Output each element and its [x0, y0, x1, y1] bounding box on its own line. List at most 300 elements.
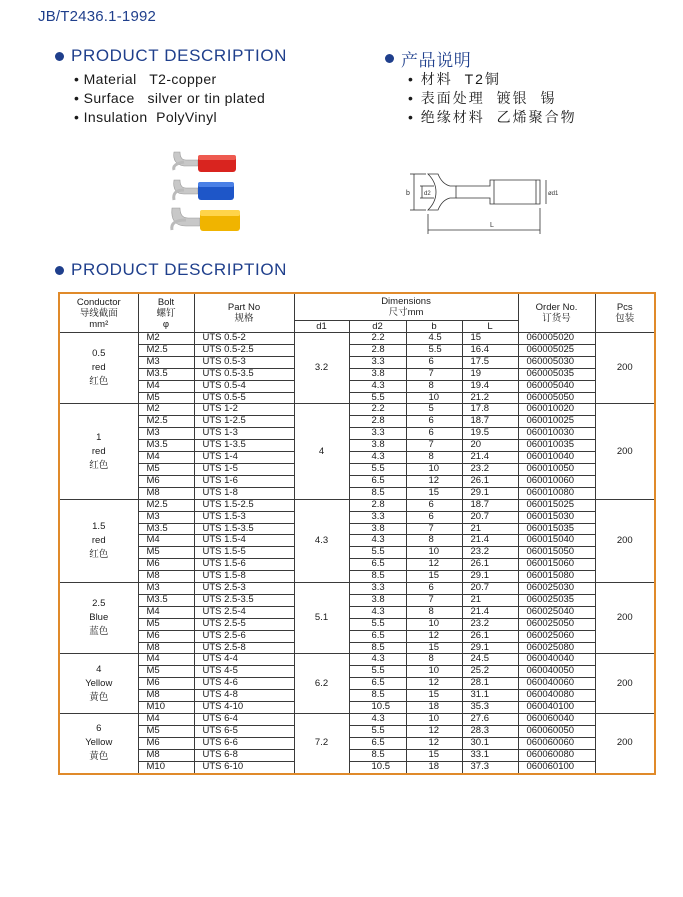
- conductor-color-cn: 蓝色: [89, 626, 109, 638]
- bolt-cell: M8: [138, 690, 194, 702]
- order-no-cell: 060025035: [518, 594, 595, 606]
- order-no-cell: 060040100: [518, 702, 595, 714]
- L-cell: 17.5: [462, 356, 518, 368]
- part-no-cell: UTS 6-10: [194, 761, 294, 773]
- table-row: [59, 535, 655, 547]
- b-cell: 12: [406, 559, 462, 571]
- conductor-color-cn: 红色: [89, 548, 109, 560]
- conductor-size: 0.5: [92, 348, 106, 360]
- d2-cell: 6.5: [349, 678, 406, 690]
- order-no-cell: 060010050: [518, 463, 595, 475]
- table-row: [59, 749, 655, 761]
- yellow-terminal: [172, 208, 240, 231]
- table-row: [59, 702, 655, 714]
- L-cell: 33.1: [462, 749, 518, 761]
- conductor-color-cn: 黄色: [89, 691, 109, 703]
- table-row: [59, 678, 655, 690]
- conductor-group: [59, 404, 138, 499]
- table-row: [59, 404, 655, 416]
- d1-cell: 5.1: [294, 583, 349, 654]
- bolt-cell: M8: [138, 642, 194, 654]
- b-cell: 6: [406, 428, 462, 440]
- d1-cell: 3.2: [294, 333, 349, 404]
- d2-cell: 6.5: [349, 475, 406, 487]
- d2-cell: 2.2: [349, 333, 406, 345]
- conductor-color-en: red: [91, 362, 106, 374]
- header-conductor: Conductor 导线截面 mm²: [59, 293, 138, 333]
- part-no-cell: UTS 1-4: [194, 452, 294, 464]
- heading-text: 产品说明: [401, 51, 472, 70]
- order-no-cell: 060010040: [518, 452, 595, 464]
- b-cell: 10: [406, 714, 462, 726]
- table-row: [59, 440, 655, 452]
- table-row: [59, 499, 655, 511]
- table-row: [59, 547, 655, 559]
- label-d2: d2: [424, 191, 431, 197]
- part-no-cell: UTS 1-2.5: [194, 416, 294, 428]
- b-cell: 18: [406, 761, 462, 773]
- pcs-cell: 200: [595, 404, 655, 499]
- part-no-cell: UTS 0.5-2: [194, 333, 294, 345]
- part-no-cell: UTS 1-5: [194, 463, 294, 475]
- table-row: [59, 368, 655, 380]
- d2-cell: 3.3: [349, 428, 406, 440]
- order-no-cell: 060005020: [518, 333, 595, 345]
- L-cell: 23.2: [462, 547, 518, 559]
- table-row: [59, 618, 655, 630]
- bolt-cell: M2.5: [138, 499, 194, 511]
- d2-cell: 8.5: [349, 487, 406, 499]
- d2-cell: 4.3: [349, 452, 406, 464]
- conductor-size: 2.5: [92, 598, 106, 610]
- d2-cell: 8.5: [349, 642, 406, 654]
- part-no-cell: UTS 6-6: [194, 737, 294, 749]
- L-cell: 26.1: [462, 559, 518, 571]
- table-row: [59, 392, 655, 404]
- part-no-cell: UTS 2.5-5: [194, 618, 294, 630]
- b-cell: 10: [406, 666, 462, 678]
- L-cell: 30.1: [462, 737, 518, 749]
- standard-title: JB/T2436.1-1992: [38, 8, 157, 25]
- L-cell: 18.7: [462, 416, 518, 428]
- blue-terminal: [174, 180, 234, 200]
- table-row: [59, 463, 655, 475]
- description-list-cn: [408, 70, 577, 127]
- b-cell: 5: [406, 404, 462, 416]
- bolt-cell: M5: [138, 666, 194, 678]
- table-row: [59, 452, 655, 464]
- pcs-cell: 200: [595, 333, 655, 404]
- part-no-cell: UTS 6-4: [194, 714, 294, 726]
- d2-cell: 8.5: [349, 749, 406, 761]
- b-cell: 7: [406, 440, 462, 452]
- b-cell: 10: [406, 463, 462, 475]
- bolt-cell: M4: [138, 606, 194, 618]
- part-no-cell: UTS 0.5-2.5: [194, 344, 294, 356]
- d2-cell: 2.8: [349, 344, 406, 356]
- table-row: [59, 654, 655, 666]
- b-cell: 6: [406, 416, 462, 428]
- desc-line: • Insulation PolyVinyl: [74, 109, 218, 125]
- L-cell: 37.3: [462, 761, 518, 773]
- d2-cell: 2.8: [349, 499, 406, 511]
- desc-line: • Surface silver or tin plated: [74, 90, 266, 106]
- conductor-color-cn: 红色: [89, 376, 109, 388]
- part-no-cell: UTS 2.5-8: [194, 642, 294, 654]
- header-dimensions: Dimensions 尺寸mm: [294, 293, 518, 321]
- order-no-cell: 060010060: [518, 475, 595, 487]
- header-L: L: [462, 321, 518, 333]
- part-no-cell: UTS 1.5-5: [194, 547, 294, 559]
- table-row: [59, 725, 655, 737]
- header-pcs: Pcs 包装: [595, 293, 655, 333]
- part-no-cell: UTS 0.5-3: [194, 356, 294, 368]
- pcs-cell: 200: [595, 583, 655, 654]
- L-cell: 27.6: [462, 714, 518, 726]
- d2-cell: 5.5: [349, 666, 406, 678]
- d2-cell: 3.8: [349, 523, 406, 535]
- desc-line: • 绝缘材料 乙烯聚合物: [408, 109, 577, 125]
- order-no-cell: 060015030: [518, 511, 595, 523]
- d2-cell: 10.5: [349, 761, 406, 773]
- d1-cell: 4.3: [294, 499, 349, 582]
- bolt-cell: M6: [138, 737, 194, 749]
- b-cell: 4.5: [406, 333, 462, 345]
- b-cell: 12: [406, 737, 462, 749]
- conductor-group: [59, 583, 138, 654]
- d2-cell: 3.3: [349, 583, 406, 595]
- order-no-cell: 060010080: [518, 487, 595, 499]
- order-no-cell: 060015040: [518, 535, 595, 547]
- d2-cell: 3.8: [349, 594, 406, 606]
- bolt-cell: M2.5: [138, 416, 194, 428]
- desc-line: • 表面处理 镀银 锡: [408, 90, 557, 106]
- part-no-cell: UTS 4-6: [194, 678, 294, 690]
- d2-cell: 5.5: [349, 547, 406, 559]
- table-row: [59, 344, 655, 356]
- order-no-cell: 060040080: [518, 690, 595, 702]
- L-cell: 28.3: [462, 725, 518, 737]
- d2-cell: 2.8: [349, 416, 406, 428]
- L-cell: 17.8: [462, 404, 518, 416]
- order-no-cell: 060015035: [518, 523, 595, 535]
- b-cell: 6: [406, 356, 462, 368]
- bolt-cell: M4: [138, 452, 194, 464]
- part-no-cell: UTS 1.5-4: [194, 535, 294, 547]
- label-b: b: [406, 190, 410, 197]
- order-no-cell: 060005030: [518, 356, 595, 368]
- d2-cell: 2.2: [349, 404, 406, 416]
- L-cell: 23.2: [462, 618, 518, 630]
- bolt-cell: M4: [138, 654, 194, 666]
- part-no-cell: UTS 1.5-2.5: [194, 499, 294, 511]
- table-row: [59, 630, 655, 642]
- part-no-cell: UTS 2.5-6: [194, 630, 294, 642]
- b-cell: 12: [406, 630, 462, 642]
- header-order-no: Order No. 订货号: [518, 293, 595, 333]
- order-no-cell: 060060050: [518, 725, 595, 737]
- bolt-cell: M5: [138, 547, 194, 559]
- heading-text: PRODUCT DESCRIPTION: [71, 260, 288, 279]
- desc-line: • Material T2-copper: [74, 71, 217, 87]
- L-cell: 26.1: [462, 630, 518, 642]
- L-cell: 15: [462, 333, 518, 345]
- L-cell: 19.4: [462, 380, 518, 392]
- L-cell: 24.5: [462, 654, 518, 666]
- description-list-en: [74, 70, 265, 127]
- part-no-cell: UTS 1.5-3.5: [194, 523, 294, 535]
- table-row: [59, 475, 655, 487]
- part-no-cell: UTS 1.5-6: [194, 559, 294, 571]
- part-no-cell: UTS 1-2: [194, 404, 294, 416]
- L-cell: 21: [462, 523, 518, 535]
- red-terminal: [174, 152, 236, 172]
- order-no-cell: 060015050: [518, 547, 595, 559]
- b-cell: 7: [406, 368, 462, 380]
- conductor-size: 4: [96, 663, 102, 675]
- technical-drawing: [390, 162, 560, 240]
- L-cell: 19.5: [462, 428, 518, 440]
- order-no-cell: 060060060: [518, 737, 595, 749]
- b-cell: 7: [406, 523, 462, 535]
- bolt-cell: M5: [138, 463, 194, 475]
- spec-table-body: [59, 333, 655, 774]
- heading-text: PRODUCT DESCRIPTION: [71, 46, 288, 65]
- d2-cell: 4.3: [349, 654, 406, 666]
- b-cell: 12: [406, 725, 462, 737]
- d2-cell: 4.3: [349, 380, 406, 392]
- label-L: L: [490, 222, 494, 229]
- d1-cell: 6.2: [294, 654, 349, 714]
- part-no-cell: UTS 0.5-4: [194, 380, 294, 392]
- conductor-group: [59, 333, 138, 404]
- table-row: [59, 606, 655, 618]
- bolt-cell: M8: [138, 487, 194, 499]
- table-row: [59, 380, 655, 392]
- L-cell: 29.1: [462, 642, 518, 654]
- d2-cell: 5.5: [349, 725, 406, 737]
- table-row: [59, 714, 655, 726]
- order-no-cell: 060040060: [518, 678, 595, 690]
- b-cell: 15: [406, 571, 462, 583]
- bolt-cell: M3.5: [138, 440, 194, 452]
- part-no-cell: UTS 1-6: [194, 475, 294, 487]
- part-no-cell: UTS 2.5-4: [194, 606, 294, 618]
- part-no-cell: UTS 1-3.5: [194, 440, 294, 452]
- table-row: [59, 559, 655, 571]
- d2-cell: 5.5: [349, 392, 406, 404]
- part-no-cell: UTS 4-5: [194, 666, 294, 678]
- table-row: [59, 333, 655, 345]
- conductor-color-en: red: [91, 534, 106, 546]
- order-no-cell: 060025060: [518, 630, 595, 642]
- bolt-cell: M3.5: [138, 594, 194, 606]
- table-row: [59, 523, 655, 535]
- pcs-cell: 200: [595, 714, 655, 774]
- L-cell: 26.1: [462, 475, 518, 487]
- header-part-no: Part No 规格: [194, 293, 294, 333]
- order-no-cell: 060040050: [518, 666, 595, 678]
- L-cell: 21: [462, 594, 518, 606]
- conductor-group: [59, 654, 138, 714]
- order-no-cell: 060005050: [518, 392, 595, 404]
- section-heading-cn: [385, 46, 471, 71]
- bullet-icon: [55, 266, 64, 275]
- b-cell: 6: [406, 583, 462, 595]
- order-no-cell: 060060100: [518, 761, 595, 773]
- L-cell: 29.1: [462, 571, 518, 583]
- d1-cell: 7.2: [294, 714, 349, 774]
- L-cell: 25.2: [462, 666, 518, 678]
- L-cell: 19: [462, 368, 518, 380]
- b-cell: 15: [406, 749, 462, 761]
- b-cell: 7: [406, 594, 462, 606]
- b-cell: 5.5: [406, 344, 462, 356]
- b-cell: 15: [406, 690, 462, 702]
- table-row: [59, 666, 655, 678]
- terminals-photo: [168, 150, 248, 232]
- bolt-cell: M10: [138, 761, 194, 773]
- part-no-cell: UTS 6-5: [194, 725, 294, 737]
- part-no-cell: UTS 2.5-3: [194, 583, 294, 595]
- table-row: [59, 571, 655, 583]
- desc-line: • 材料 T2铜: [408, 71, 501, 87]
- table-row: [59, 428, 655, 440]
- bolt-cell: M4: [138, 380, 194, 392]
- d2-cell: 6.5: [349, 630, 406, 642]
- L-cell: 21.2: [462, 392, 518, 404]
- part-no-cell: UTS 1.5-3: [194, 511, 294, 523]
- conductor-size: 1: [96, 431, 102, 443]
- spec-table: [58, 292, 656, 775]
- b-cell: 8: [406, 380, 462, 392]
- bolt-cell: M4: [138, 714, 194, 726]
- bolt-cell: M6: [138, 475, 194, 487]
- table-row: [59, 416, 655, 428]
- L-cell: 20: [462, 440, 518, 452]
- header-bolt: Bolt 螺钉 φ: [138, 293, 194, 333]
- bolt-cell: M3.5: [138, 523, 194, 535]
- order-no-cell: 060005040: [518, 380, 595, 392]
- bolt-cell: M8: [138, 571, 194, 583]
- L-cell: 20.7: [462, 583, 518, 595]
- pcs-cell: 200: [595, 654, 655, 714]
- b-cell: 8: [406, 654, 462, 666]
- d2-cell: 8.5: [349, 571, 406, 583]
- header-b: b: [406, 321, 462, 333]
- conductor-color-en: Yellow: [85, 677, 113, 689]
- b-cell: 6: [406, 511, 462, 523]
- part-no-cell: UTS 1-3: [194, 428, 294, 440]
- b-cell: 15: [406, 642, 462, 654]
- bolt-cell: M4: [138, 535, 194, 547]
- part-no-cell: UTS 4-8: [194, 690, 294, 702]
- bolt-cell: M5: [138, 392, 194, 404]
- part-no-cell: UTS 4-10: [194, 702, 294, 714]
- d2-cell: 3.3: [349, 356, 406, 368]
- part-no-cell: UTS 1.5-8: [194, 571, 294, 583]
- d2-cell: 5.5: [349, 618, 406, 630]
- part-no-cell: UTS 1-8: [194, 487, 294, 499]
- d2-cell: 6.5: [349, 559, 406, 571]
- table-row: [59, 356, 655, 368]
- b-cell: 6: [406, 499, 462, 511]
- L-cell: 21.4: [462, 606, 518, 618]
- conductor-group: [59, 499, 138, 582]
- bolt-cell: M5: [138, 725, 194, 737]
- bolt-cell: M10: [138, 702, 194, 714]
- table-row: [59, 511, 655, 523]
- bolt-cell: M3: [138, 428, 194, 440]
- L-cell: 20.7: [462, 511, 518, 523]
- pcs-cell: 200: [595, 499, 655, 582]
- part-no-cell: UTS 6-8: [194, 749, 294, 761]
- section-heading-en: [55, 46, 287, 66]
- order-no-cell: 060010020: [518, 404, 595, 416]
- order-no-cell: 060015025: [518, 499, 595, 511]
- b-cell: 10: [406, 618, 462, 630]
- order-no-cell: 060025030: [518, 583, 595, 595]
- conductor-size: 1.5: [92, 520, 106, 532]
- order-no-cell: 060060080: [518, 749, 595, 761]
- table-row: [59, 594, 655, 606]
- conductor-color-cn: 红色: [89, 459, 109, 471]
- d2-cell: 3.8: [349, 440, 406, 452]
- order-no-cell: 060005025: [518, 344, 595, 356]
- L-cell: 18.7: [462, 499, 518, 511]
- table-row: [59, 690, 655, 702]
- d2-cell: 10.5: [349, 702, 406, 714]
- table-row: [59, 487, 655, 499]
- d2-cell: 4.3: [349, 606, 406, 618]
- L-cell: 35.3: [462, 702, 518, 714]
- conductor-color-cn: 黄色: [89, 751, 109, 763]
- part-no-cell: UTS 0.5-5: [194, 392, 294, 404]
- L-cell: 31.1: [462, 690, 518, 702]
- L-cell: 29.1: [462, 487, 518, 499]
- part-no-cell: UTS 0.5-3.5: [194, 368, 294, 380]
- table-row: [59, 761, 655, 773]
- L-cell: 21.4: [462, 452, 518, 464]
- b-cell: 8: [406, 606, 462, 618]
- label-d1: ød1: [548, 191, 559, 197]
- b-cell: 10: [406, 392, 462, 404]
- d2-cell: 8.5: [349, 690, 406, 702]
- bolt-cell: M3: [138, 511, 194, 523]
- table-row: [59, 583, 655, 595]
- bolt-cell: M6: [138, 678, 194, 690]
- part-no-cell: UTS 2.5-3.5: [194, 594, 294, 606]
- bolt-cell: M5: [138, 618, 194, 630]
- order-no-cell: 060040040: [518, 654, 595, 666]
- order-no-cell: 060010035: [518, 440, 595, 452]
- bolt-cell: M3.5: [138, 368, 194, 380]
- bolt-cell: M2: [138, 333, 194, 345]
- table-row: [59, 642, 655, 654]
- bolt-cell: M6: [138, 559, 194, 571]
- d2-cell: 4.3: [349, 535, 406, 547]
- b-cell: 12: [406, 678, 462, 690]
- order-no-cell: 060005035: [518, 368, 595, 380]
- table-heading: [55, 260, 287, 280]
- d2-cell: 5.5: [349, 463, 406, 475]
- conductor-color-en: Yellow: [85, 737, 113, 749]
- bolt-cell: M2: [138, 404, 194, 416]
- conductor-color-en: Blue: [89, 612, 109, 624]
- bolt-cell: M3: [138, 356, 194, 368]
- order-no-cell: 060010025: [518, 416, 595, 428]
- d1-cell: 4: [294, 404, 349, 499]
